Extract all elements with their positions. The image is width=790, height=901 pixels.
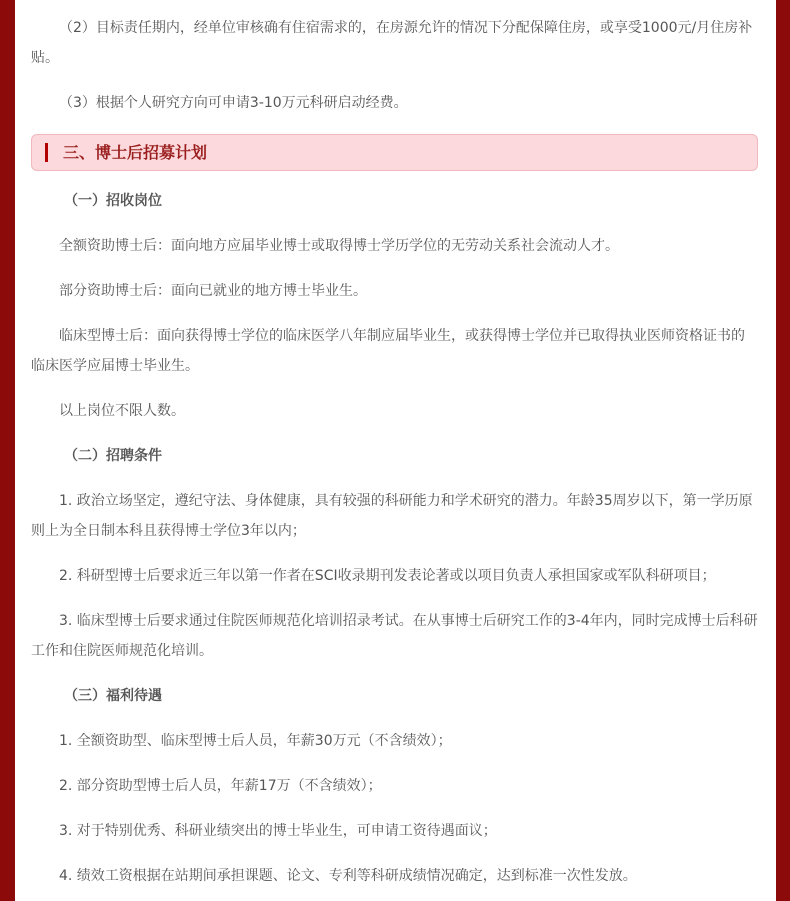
condition-item-3: 3. 临床型博士后要求通过住院医师规范化培训招录考试。在从事博士后研究工作的3-4年内，同时完成博士后科研工作和住院医师规范化培训。 — [31, 613, 758, 659]
benefit-item-1: 1. 全额资助型、临床型博士后人员，年薪30万元（不含绩效）； — [59, 733, 452, 749]
condition-item-1: 1. 政治立场坚定，遵纪守法、身体健康，具有较强的科研能力和学术研究的潜力。年龄35周岁以下，第一学历原则上为全日制本科且获得博士学位3年以内； — [31, 493, 753, 539]
left-frame-border — [0, 0, 15, 901]
section-header-bar — [31, 134, 758, 171]
benefits-heading: （三）福利待遇 — [64, 688, 162, 704]
benefit-item-3: 3. 对于特别优秀、科研业绩突出的博士毕业生，可申请工资待遇面议； — [59, 823, 497, 839]
condition-item-2: 2. 科研型博士后要求近三年以第一作者在SCI收录期刊发表论著或以项目负责人承担国家或军队科研项目； — [59, 568, 716, 584]
position-clinical: 临床型博士后：面向获得博士学位的临床医学八年制应届毕业生，或获得博士学位并已取得执业医师资格证书的临床医学应届博士毕业生。 — [31, 328, 745, 374]
paragraph-housing: （2）目标责任期内，经单位审核确有住宿需求的，在房源允许的情况下分配保障住房，或享受1000元/月住房补贴。 — [31, 20, 753, 66]
positions-heading: （一）招收岗位 — [64, 193, 162, 209]
position-partial-funded: 部分资助博士后：面向已就业的地方博士毕业生。 — [59, 283, 367, 299]
benefit-item-4: 4. 绩效工资根据在站期间承担课题、论文、专利等科研成绩情况确定，达到标准一次性发放。 — [59, 868, 637, 884]
benefit-item-2: 2. 部分资助型博士后人员，年薪17万（不含绩效）； — [59, 778, 382, 794]
conditions-heading: （二）招聘条件 — [64, 448, 162, 464]
position-full-funded: 全额资助博士后：面向地方应届毕业博士或取得博士学历学位的无劳动关系社会流动人才。 — [59, 238, 619, 254]
position-unlimited-note: 以上岗位不限人数。 — [59, 403, 185, 419]
section-marker — [45, 143, 48, 162]
section-title: 三、博士后招募计划 — [63, 143, 208, 162]
paragraph-research-funding: （3）根据个人研究方向可申请3-10万元科研启动经费。 — [59, 95, 408, 111]
right-frame-border — [776, 0, 790, 901]
